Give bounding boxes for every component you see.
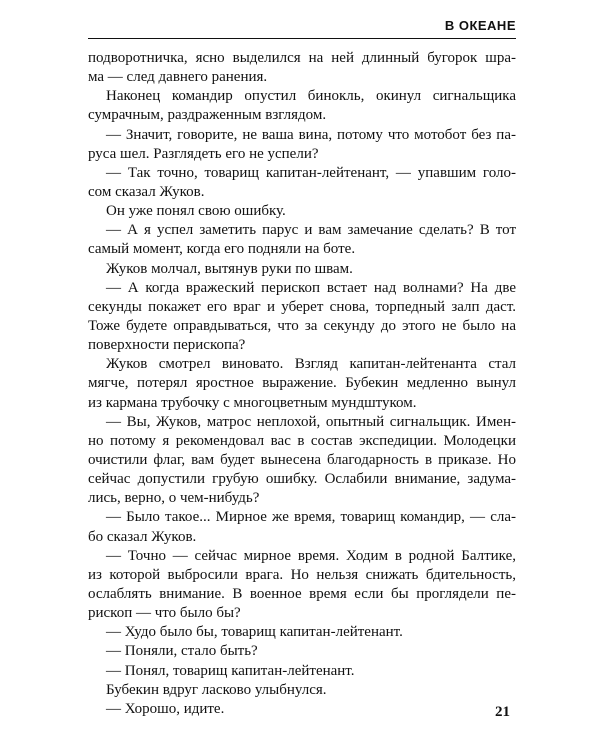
paragraph (88, 260, 516, 279)
text-line: из кармана трубочку с многоцветным мундштуком. (88, 394, 417, 411)
text-line: Бубекин вдруг ласково улыбнулся. (106, 681, 327, 698)
text-line: Наконец командир опустил бинокль, окинул сигнальщика (106, 88, 516, 105)
paragraph (88, 164, 516, 202)
text-line: — Поняли, стало быть? (106, 643, 258, 660)
page-number: 21 (495, 704, 510, 720)
text-line: ма — след давнего ранения. (88, 69, 268, 86)
text-line: подворотничка, ясно выделился на ней длинный бугорок шра- (88, 50, 516, 66)
paragraph (88, 126, 516, 164)
paragraph (88, 355, 516, 412)
paragraph (88, 681, 516, 700)
paragraph (88, 413, 516, 509)
paragraph (88, 221, 516, 259)
header-rule (88, 38, 516, 39)
paragraph (88, 49, 516, 87)
text-line: бо сказал Жуков. (88, 528, 197, 545)
text-line: Он уже понял свою ошибку. (106, 203, 286, 220)
paragraph (88, 662, 516, 681)
text-line: — Точно — сейчас мирное время. Ходим в родной Балтике, (106, 547, 516, 564)
paragraph (88, 87, 516, 125)
text-line: — Было такое... Мирное же время, товарищ командир, — сла- (106, 509, 516, 526)
paragraph (88, 642, 516, 661)
text-line: секунды покажет его враг и уберет снова, торпедный залп даст. (88, 298, 516, 315)
text-line: — Вы, Жуков, матрос неплохой, опытный сигнальщик. Имен- (106, 413, 516, 430)
paragraph (88, 623, 516, 642)
body-text (88, 49, 516, 719)
text-line: — Так точно, товарищ капитан-лейтенант, — упавшим голо- (106, 164, 516, 181)
text-line: — Понял, товарищ капитан-лейтенант. (106, 662, 355, 679)
text-line: — Значит, говорите, не ваша вина, потому что мотобот без па- (106, 126, 516, 143)
text-line: лись, верно, о чем-нибудь? (88, 490, 260, 507)
text-line: очистили флаг, вам будет вынесена благодарность в приказе. Но (88, 451, 516, 468)
text-line: — А когда вражеский перископ встает над волнами? На две (106, 279, 516, 296)
paragraph (88, 202, 516, 221)
text-line: мягче, потерял яростное выражение. Бубекин медленно вынул (88, 375, 516, 392)
text-line: сумрачным, раздраженным взглядом. (88, 107, 327, 124)
text-line: Жуков смотрел виновато. Взгляд капитан-лейтенанта стал (106, 356, 516, 373)
text-line: самый момент, когда его подняли на боте. (88, 241, 356, 258)
text-line: ослаблять внимание. В военное время если бы проглядели пе- (88, 585, 516, 602)
text-line: сом сказал Жуков. (88, 183, 205, 200)
text-line: из которой выбросили врага. Но нельзя снижать бдительность, (88, 566, 516, 583)
paragraph (88, 547, 516, 624)
text-line: рископ — что было бы? (88, 605, 241, 622)
text-line: Тоже будете оправдываться, что за секунду до этого не было на (88, 317, 516, 334)
text-line: руса шел. Разглядеть его не успели? (88, 145, 319, 162)
paragraph (88, 508, 516, 546)
paragraph (88, 279, 516, 356)
text-line: — Худо было бы, товарищ капитан-лейтенант. (106, 624, 403, 641)
text-line: сейчас допустили грубую ошибку. Ослабили внимание, задума- (88, 471, 516, 488)
text-line: поверхности перископа? (88, 337, 246, 354)
running-title: В ОКЕАНЕ (444, 18, 516, 33)
text-line: — Хорошо, идите. (106, 700, 225, 717)
text-line: — А я успел заметить парус и вам замечание сделать? В тот (106, 222, 516, 239)
text-line: но потому я рекомендовал вас в состав экспедиции. Молодецки (88, 432, 516, 449)
text-line: Жуков молчал, вытянув руки по швам. (106, 260, 353, 277)
paragraph (88, 700, 516, 719)
